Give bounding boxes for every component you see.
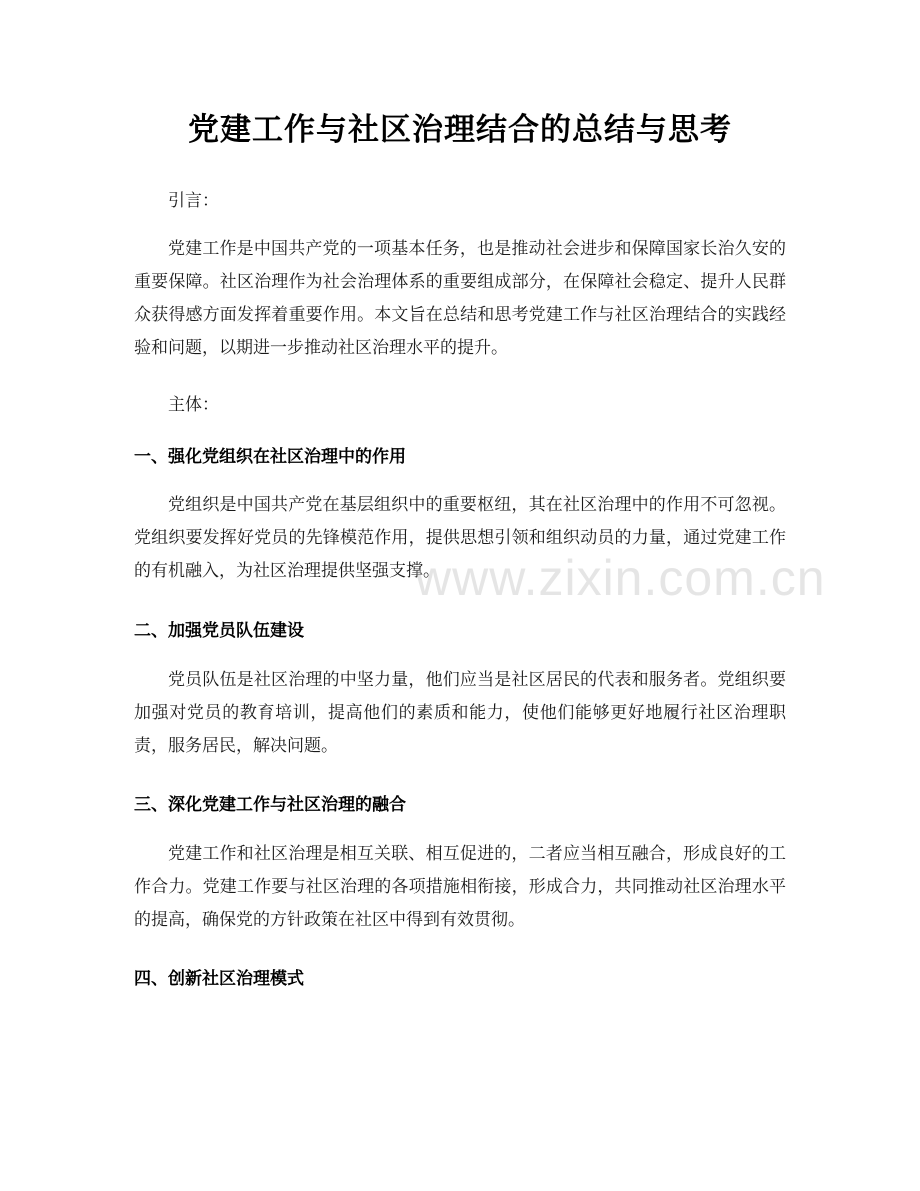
main-label: 主体： <box>168 395 219 415</box>
section-heading-4: 四、创新社区治理模式 <box>134 969 304 989</box>
section-heading-3: 三、深化党建工作与社区治理的融合 <box>134 795 406 815</box>
intro-paragraph: 党建工作是中国共产党的一项基本任务，也是推动社会进步和保障国家长治久安的重要保障。社区治理作为社会治理体系的重要组成部分，在保障社会稳定、提升人民群众获得感方面发挥着重要作用。本文旨在总结和思考党建工作与社区治理结合的实践经验和问题，以期进一步推动社区治理水平的提升。 <box>134 239 786 358</box>
section-paragraph-1: 党组织是中国共产党在基层组织中的重要枢纽，其在社区治理中的作用不可忽视。党组织要发挥好党员的先锋模范作用，提供思想引领和组织动员的力量，通过党建工作的有机融入，为社区治理提供坚强支撑。 <box>134 495 786 581</box>
section-paragraph-3: 党建工作和社区治理是相互关联、相互促进的，二者应当相互融合，形成良好的工作合力。党建工作要与社区治理的各项措施相衔接，形成合力，共同推动社区治理水平的提高，确保党的方针政策在社区中得到有效贯彻。 <box>134 844 786 930</box>
section-heading-2: 二、加强党员队伍建设 <box>134 621 304 641</box>
intro-label: 引言： <box>168 191 219 211</box>
document-title: 党建工作与社区治理结合的总结与思考 <box>188 112 732 148</box>
section-heading-1: 一、强化党组织在社区治理中的作用 <box>134 447 406 467</box>
section-paragraph-2: 党员队伍是社区治理的中坚力量，他们应当是社区居民的代表和服务者。党组织要加强对党员的教育培训，提高他们的素质和能力，使他们能够更好地履行社区治理职责，服务居民，解决问题。 <box>134 670 786 756</box>
watermark-text: www.zixin.com.cn <box>415 550 826 606</box>
